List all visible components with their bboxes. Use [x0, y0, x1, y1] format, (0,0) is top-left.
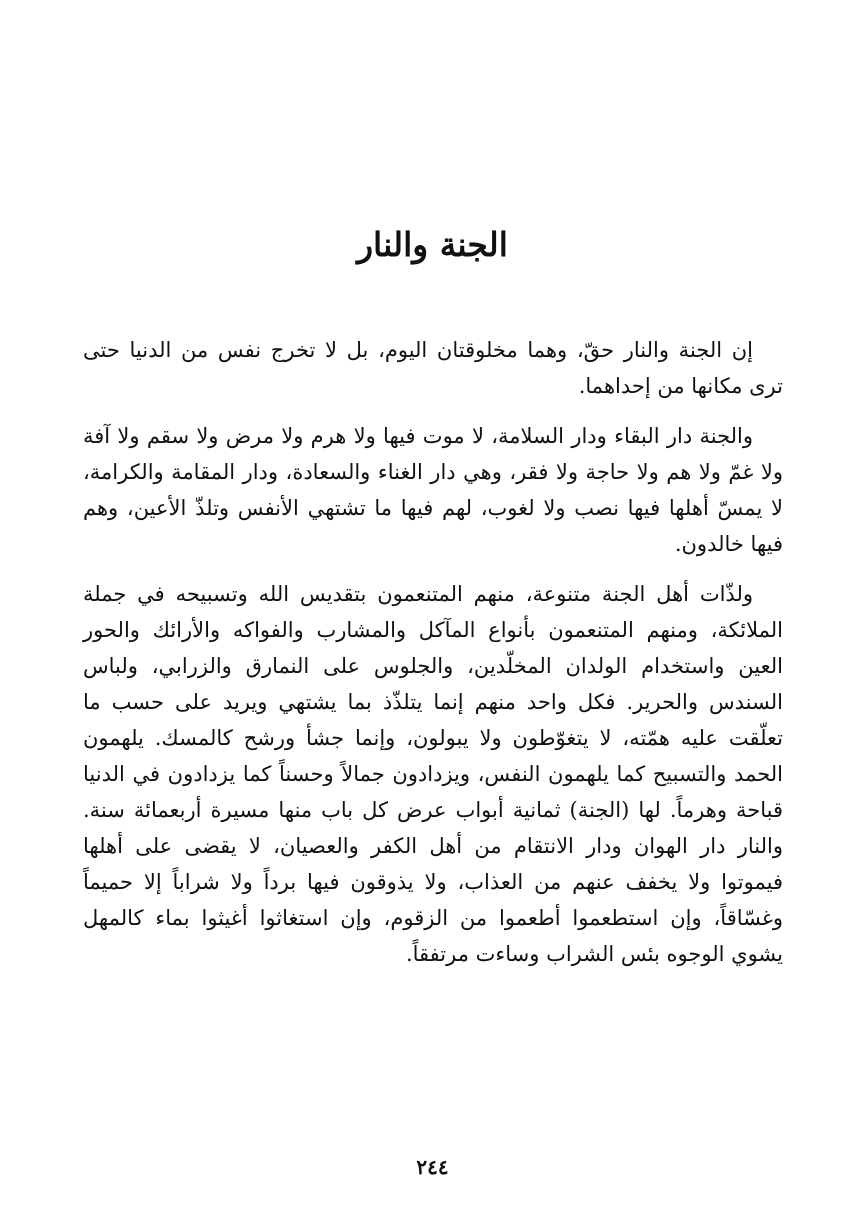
body-text [83, 332, 783, 986]
paragraph: والجنة دار البقاء ودار السلامة، لا موت فيها ولا هرم ولا مرض ولا سقم ولا آفة ولا غمّ ولا هم ولا حاجة ولا فقر، وهي دار الغناء والسعادة، ودار المقامة والكرامة، لا يمسّ أهلها فيها نصب ولا لغوب، لهم فيها ما تشتهي الأنفس وتلذّ الأعين، وهم فيها خالدون. [83, 424, 783, 556]
page-number: ٢٤٤ [416, 1155, 449, 1179]
paragraph: إن الجنة والنار حقّ، وهما مخلوقتان اليوم، بل لا تخرج نفس من الدنيا حتى ترى مكانها من إحداهما. [83, 338, 783, 398]
chapter-title: الجنة والنار [357, 225, 508, 264]
paragraph: ولذّات أهل الجنة متنوعة، منهم المتنعمون بتقديس الله وتسبيحه في جملة الملائكة، ومنهم المتنعمون بأنواع المآكل والمشارب والفواكه والأرائك والحور العين واستخدام الولدان المخلّدين، والجلوس على النمارق والزرابي، ولباس السندس والحرير. فكل واحد منهم إنما يتلذّذ بما يشتهي ويريد على حسب ما تعلّقت عليه همّته، لا يتغوّطون ولا يبولون، وإنما جشأ ورشح كالمسك. يلهمون الحمد والتسبيح كما يلهمون النفس، ويزدادون جمالاً وحسناً كما يزدادون في الدنيا قباحة وهرماً. لها (الجنة) ثمانية أبواب عرض كل باب منها مسيرة أربعمائة سنة. والنار دار الهوان ودار الانتقام من أهل الكفر والعصيان، لا يقضى على أهلها فيموتوا ولا يخفف عنهم من العذاب، ولا يذوقون فيها برداً ولا شراباً إلا حميماً وغسّاقاً، وإن استطعموا أطعموا من الزقوم، وإن استغاثوا أغيثوا بماء كالمهل يشوي الوجوه بئس الشراب وساءت مرتفقاً. [83, 582, 783, 966]
